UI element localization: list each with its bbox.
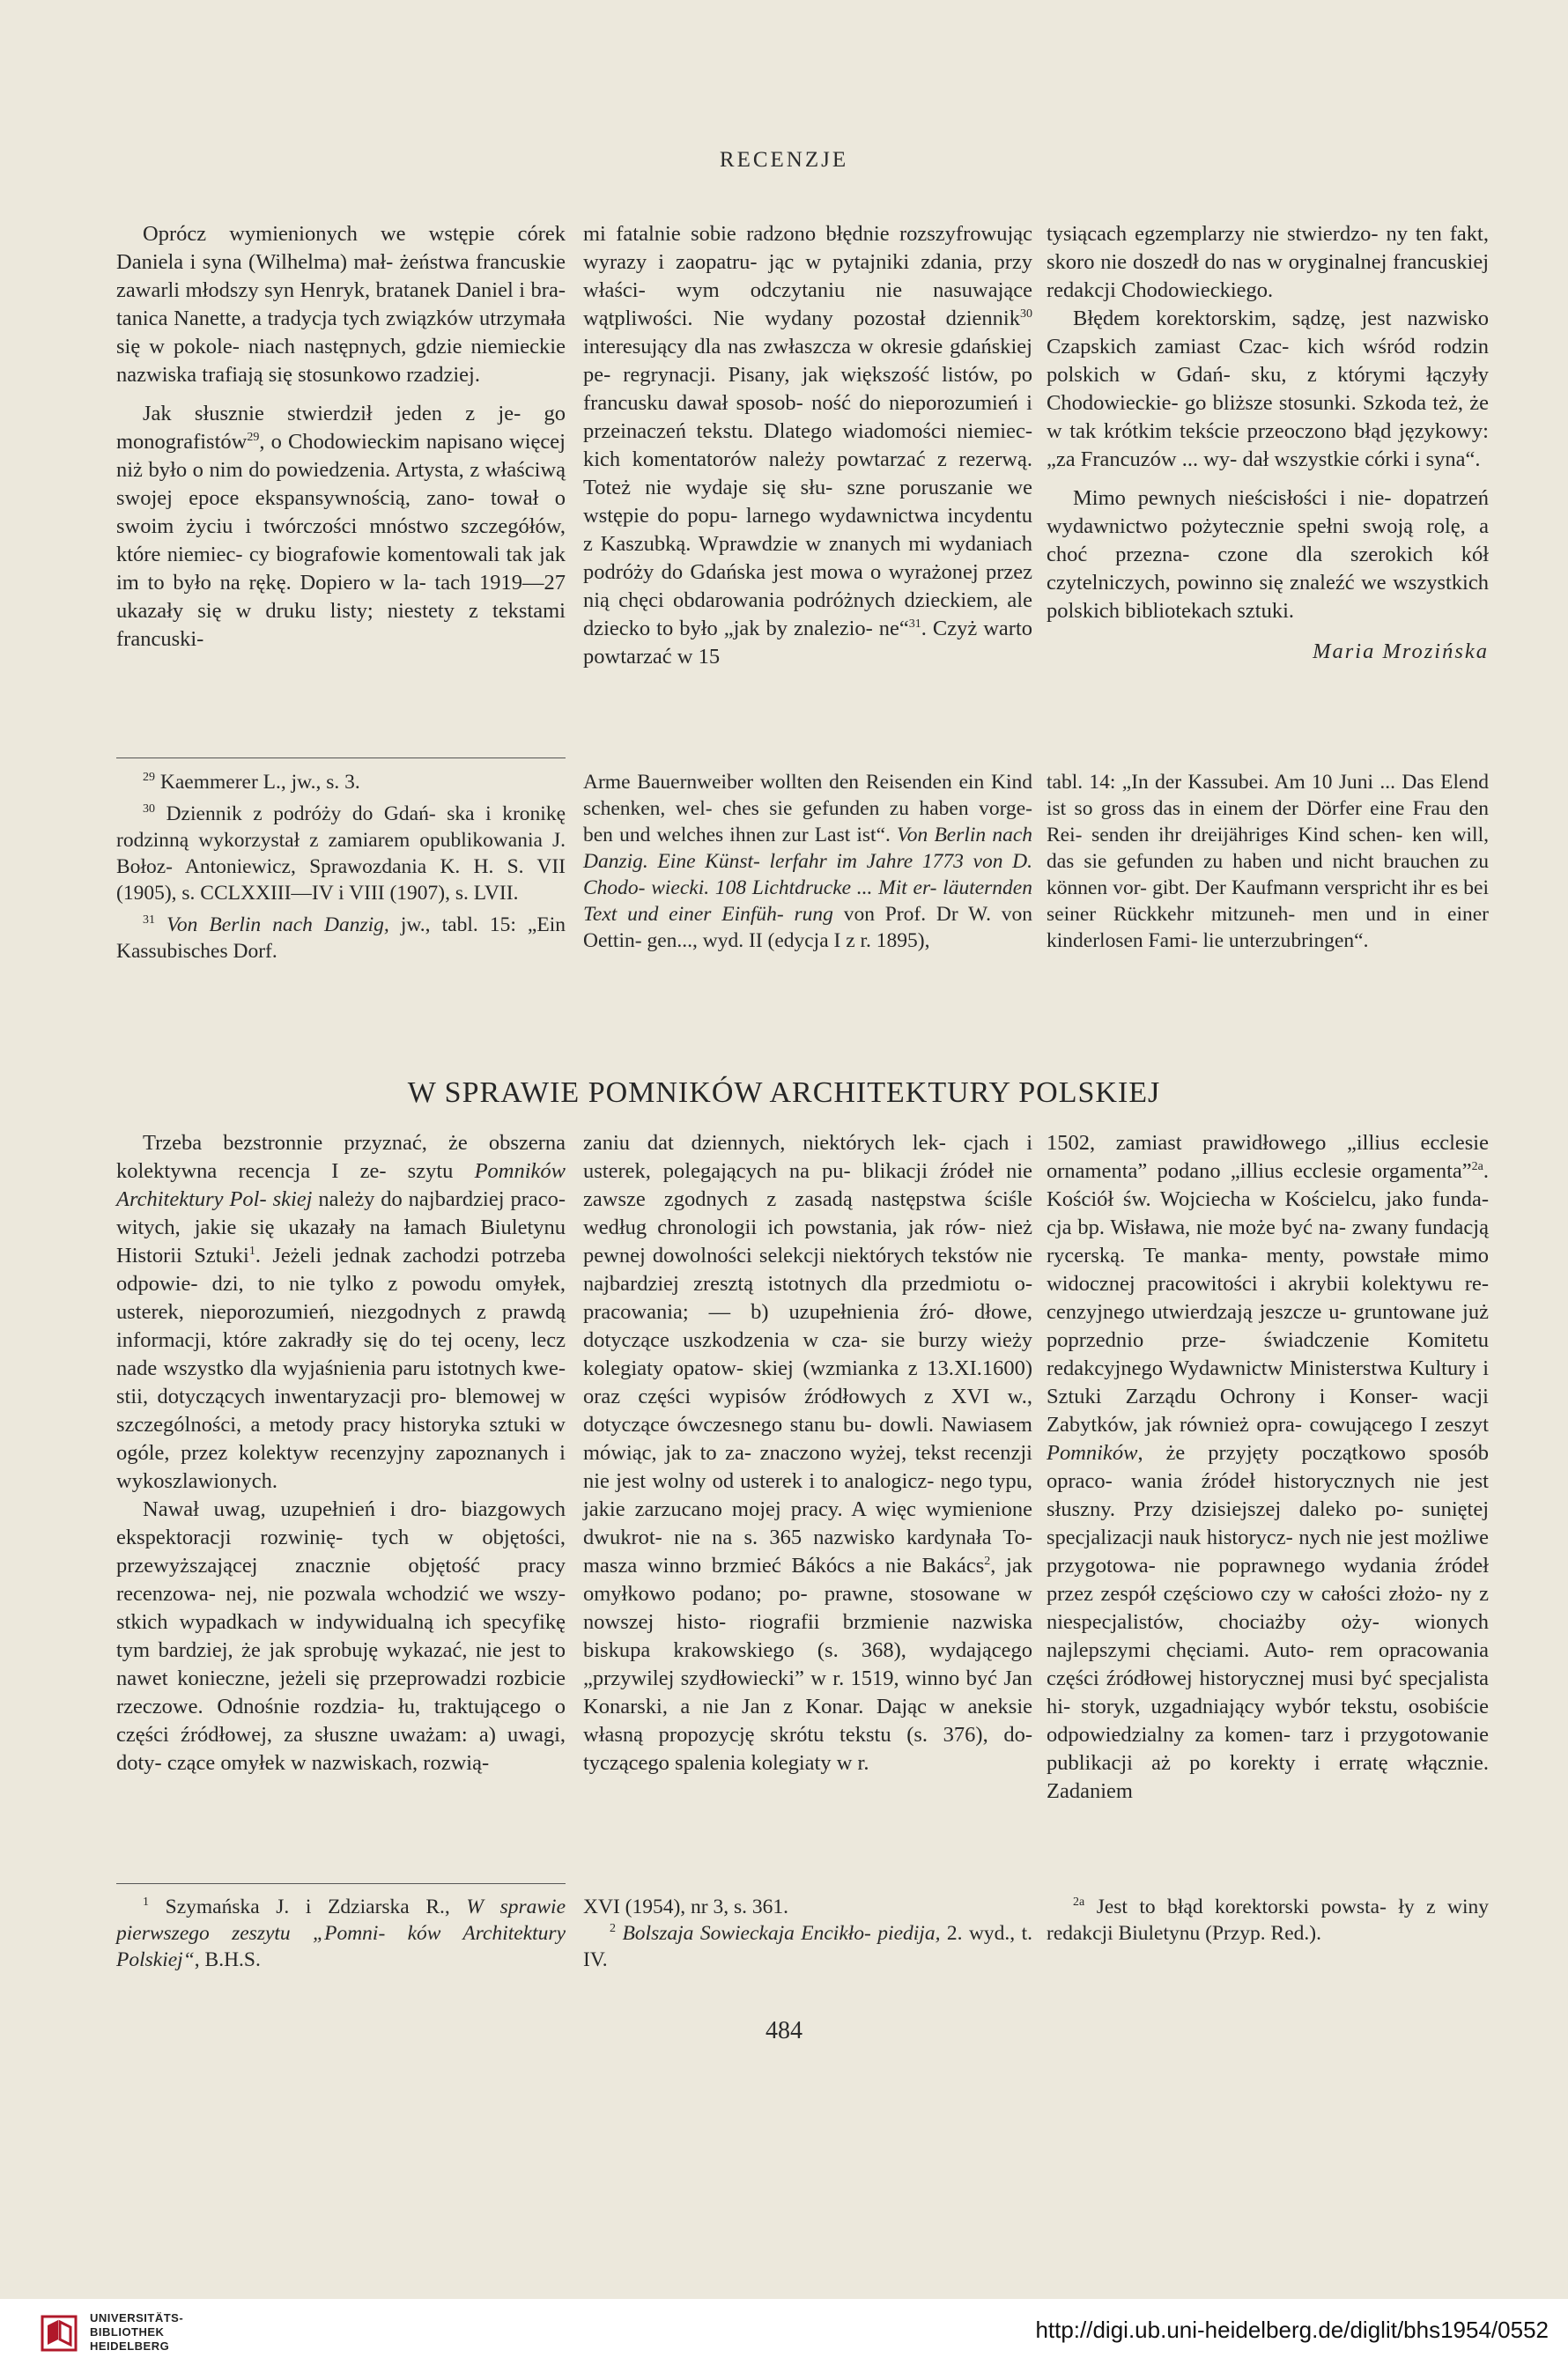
footnote-2: $^2$ Bolszaja Sowieckaja Encikło- piedija, 2. wyd., t. IV. <box>583 1922 1032 1971</box>
author-signature: Maria Mrozińska <box>1313 639 1489 663</box>
review1-column-2 <box>583 220 1032 671</box>
review1-footnotes-col3: tabl. 14: „In der Kassubei. Am 10 Juni ... Das Elend ist so gross das in einem der Dörfer eine Frau den Rei- senden ihr dreijähriges Kind schen- ken will, das sie gefunden zu haben und nicht brauchen zu können vor- gibt. Der Kaufmann verspricht ihr es bei seiner Rückkehr mitzuneh- men und in einer kinderlosen Fami- lie unterzubringen“. <box>1047 771 1489 952</box>
footnote-ref: 30 <box>1020 307 1032 321</box>
review1-column-3 <box>1047 220 1489 666</box>
paragraph: zaniu dat dziennych, niektórych lek- cjach i usterek, polegających na pu- blikacji źródeł nie zawsze zgodnych z zasadą następstwa ściśle według chronologii ich powstania, jak rów- nież pewnej dowolności selekcji niektórych tekstów nie najbardziej zresztą istotnych dla przedmiotu o- pracowania; — b) uzupełnienia źró- dłowe, dotyczące uszkodzenia w cza- sie burzy wieży kolegiaty opatow- skiej (wzmianka z 13.XI.1600) oraz części wypisów źródłowych z XVI w., dotyczące ówczesnego stanu bu- dowli. Nawiasem mówiąc, jak to za- znaczono wyżej, tekst recenzji nie jest wolny od usterek i to analogicz- nego typu, jakie zarzucano mojej pracy. A więc wymienione dwukrot- nie na s. 365 nazwisko kardynała To- masza winno brzmieć Bákócs a nie Bakács$^2$, jak omyłkowo podano; po- prawne, stosowane w nowszej histo- riografii brzmienie nazwiska biskupa krakowskiego (s. 368), wydającego „przywilej szydłowiecki” w r. 1519, winno być Jan Konarski, a nie Jan z Konar. Dając w aneksie własną propozycję skrótu tekstu (s. 376), do- tyczącego spalenia kolegiaty w r. <box>583 1131 1032 1775</box>
review2-column-2 <box>583 1129 1032 1777</box>
footnote-ref: 29 <box>247 430 260 444</box>
footnote-31: $^{31}$ Von Berlin nach Danzig, jw., tabl. 15: „Ein Kassubisches Dorf. <box>116 913 566 963</box>
paragraph: tysiącach egzemplarzy nie stwierdzo- ny ten fakt, skoro nie doszedł do nas w oryginalnej francuskiej redakcji Chodowieckiego. <box>1047 222 1489 302</box>
library-logo-text: UNIVERSITÄTS- BIBLIOTHEK HEIDELBERG <box>90 2311 184 2353</box>
review2-footnotes-col3 <box>1047 1894 1489 1947</box>
paragraph: 1502, zamiast prawidłowego „illius ecclesie ornamenta” podano „illius ecclesie orgamenta”$^{2a}$. Kościół św. Wojciecha w Kościelcu, jako funda- cja bp. Wisława, nie może być na- zwany fundacją rycerską. Te manka- menty, powstałe mimo widocznej pracowitości i akrybii kolektywu re- cenzyjnego utwierdzają jeszcze u- gruntowane już poprzednio prze- świadczenie Komitetu redakcyjnego Wydawnictw Ministerstwa Kultury i Sztuki Zarządu Ochrony i Konser- wacji Zabytków, jak również opra- cowującego I zeszyt Pomników, że przyjęty początkowo sposób opraco- wania źródeł historycznych nie jest słuszny. Przy dzisiejszej daleko po- suniętej specjalizacji nauk historycz- nych nie jest możliwe przygotowa- nie poprawnego wydania źródeł przez zespół częściowo czy w całości złożo- ny z niespecjalistów, chociażby oży- wionych najlepszymi chęciami. Auto- rem opracowania części źródłowej historycznej musi być specjalista hi- storyk, uzgadniający wybór tekstu, osobiście odpowiedzialny za komen- tarz i przygotowanie publikacji aż po korekty i erratę włącznie. Zadaniem <box>1047 1131 1489 1803</box>
paragraph: Błędem korektorskim, sądzę, jest nazwisko Czapskich zamiast Czac- kich wśród rodzin polskich w Gdań- sku, z którymi łączyły Chodowieckie- go bliższe stosunki. Szkoda też, że w tak krótkim tekście przeoczono błąd językowy: „za Francuzów ... wy- dał wszystkie córki i syna“. <box>1047 307 1489 471</box>
footnote-ref: 2 <box>984 1554 991 1568</box>
footnote-ref: 1 <box>248 1244 255 1258</box>
cited-title: Von Berlin nach Danzig. Eine Künst- lerfahr im Jahre 1773 von D. Chodo- wiecki. 108 Lichtdrucke ... Mit er- läuternden Text und einer Einfüh- rung <box>583 824 1032 926</box>
review1-footnotes-col2: Arme Bauernweiber wollten den Reisenden ein Kind schenken, wel- ches sie gefunden zu haben vorge- ben und welches ihnen zur Last ist“. Von Berlin nach Danzig. Eine Künst- lerfahr im Jahre 1773 von D. Chodo- wiecki. 108 Lichtdrucke ... Mit er- läuternden Text und einer Einfüh- rung von Prof. Dr W. von Oettin- gen..., wyd. II (edycja I z r. 1895), <box>583 771 1032 952</box>
review2-column-3 <box>1047 1129 1489 1806</box>
paragraph: Oprócz wymienionych we wstępie córek Daniela i syna (Wilhelma) mał- żeństwa francuskie zawarli młodszy syn Henryk, bratanek Daniel i bra- tanica Nanette, a tradycja tych związków utrzymała się w pokole- niach następnych, gdzie niemieckie nazwiska trafiają się stosunkowo rzadziej. <box>116 222 566 387</box>
footnote-ref: 31 <box>908 617 921 631</box>
paragraph: Nawał uwag, uzupełnień i dro- biazgowych ekspektoracji rozwinię- tych w objętości, przewyższającej znacznie objętość pracy recenzowa- nej, nie pozwala wchodzić we wszy- stkich wypadkach w indywidualną ich specyfikę tym bardziej, że jak sprobuję wykazać, nie jest to nawet konieczne, jeżeli się przeprowadzi rozbicie rzeczowe. Odnośnie rozdzia- łu, traktującego o części źródłowej, za słuszne uważam: a) uwagi, doty- czące omyłek w nazwiskach, rozwią- <box>116 1497 566 1775</box>
paragraph: Trzeba bezstronnie przyznać, że obszerna kolektywna recencja I ze- szytu Pomników Architektury Pol- skiej należy do najbardziej praco- witych, jakie się ukazały na łamach Biuletynu Historii Sztuki$^1$. Jeżeli jednak zachodzi potrzeba odpowie- dzi, to nie tylko z powodu omyłek, usterek, nieporozumień, niezgodnych z prawdą informacji, które zakradły się do tej oceny, lecz nade wszystko dla wyjaśnienia paru istotnych kwe- stii, dotyczących inwentaryzacji pro- blemowej w szczególności, a metody pracy historyka sztuki w ogóle, przez kolektyw recenzyjny zapoznanych i wykoszlawionych. <box>116 1131 566 1493</box>
footnote-1: $^1$ Szymańska J. i Zdziarska R., W sprawie pierwszego zeszytu „Pomni- ków Architektury Polskiej“, B.H.S. <box>116 1896 566 1971</box>
review1-column-1 <box>116 220 566 654</box>
footnote-29: $^{29}$ Kaemmerer L., jw., s. 3. <box>143 771 360 794</box>
footnote-ref: 2a <box>1471 1159 1483 1173</box>
section-title: W SPRAWIE POMNIKÓW ARCHITEKTURY POLSKIEJ <box>407 1076 1161 1109</box>
footnote-2a: $^{2a}$ Jest to błąd korektorski powsta- ły z winy redakcji Biuletynu (Przyp. Red.). <box>1047 1896 1490 1945</box>
review2-footnotes-col1 <box>116 1894 566 1973</box>
footer-bar <box>0 2299 1568 2365</box>
library-book-logo-icon <box>41 2315 78 2352</box>
source-url-link[interactable]: http://digi.ub.uni-heidelberg.de/diglit/bhs1954/0552 <box>1035 2317 1549 2343</box>
running-header: RECENZJE <box>719 148 849 172</box>
review2-footnotes-col2: XVI (1954), nr 3, s. 361. $^2$ Bolszaja Sowieckaja Encikło- piedija, 2. wyd., t. IV. <box>583 1896 1032 1971</box>
paragraph: Jak słusznie stwierdził jeden z je- go monografistów$^{29}$, o Chodowieckim napisano więcej niż było o nim do powiedzenia. Artysta, z właściwą swojej epoce ekspansywnością, zano- tował o swoim życiu i twórczości mnóstwo szczegółów, które niemiec- cy biografowie komentowali tak jak im to było na rękę. Dopiero w la- tach 1919—27 ukazały się w druku listy; niestety z tekstami francuski- <box>116 402 566 651</box>
footnote-30: $^{30}$ Dziennik z podróży do Gdań- ska i kronikę rodzinną wykorzystał z zamiarem opublikowania J. Bołoz- Antoniewicz, Sprawozdania K. H. S. VII (1905), s. CCLXXIII—IV i VIII (1907), s. LVII. <box>116 802 566 905</box>
footnote-divider <box>116 1883 566 1884</box>
paragraph: mi fatalnie sobie radzono błędnie rozszyfrowując wyrazy i zaopatru- jąc w pytajniki zdania, przy właści- wym odczytaniu nie nasuwające wątpliwości. Nie wydany pozostał dziennik$^{30}$ interesujący dla nas zwłaszcza w okresie gdańskiej pe- regrynacji. Pisany, jak większość listów, po francusku dawał sposob- ność do nieporozumień i przeinaczeń tekstu. Dlatego wiadomości niemiec- kich komentatorów należy powtarzać z rezerwą. Toteż nie wydaje się słu- szne poruszanie we wstępie do popu- larnego wydawnictwa incydentu z Kaszubką. Wprawdzie w znanych mi wydaniach podróży do Gdańska jest mowa o wyrażonej przez nią chęci obdarowania podróżnych dzieckiem, ale dziecko to było „jak by znalezio- ne“$^{31}$. Czyż warto powtarzać w 15 <box>583 222 1032 669</box>
paragraph: Mimo pewnych nieścisłości i nie- dopatrzeń wydawnictwo pożytecznie spełni swoją rolę, a choć przezna- czone dla szerokich kół czytelniczych, powinno się znaleźć we wszystkich polskich bibliotekach sztuki. <box>1047 486 1489 623</box>
page-number: 484 <box>766 2017 802 2044</box>
review1-footnotes-col1 <box>116 769 566 964</box>
review2-column-1 <box>116 1129 566 1777</box>
